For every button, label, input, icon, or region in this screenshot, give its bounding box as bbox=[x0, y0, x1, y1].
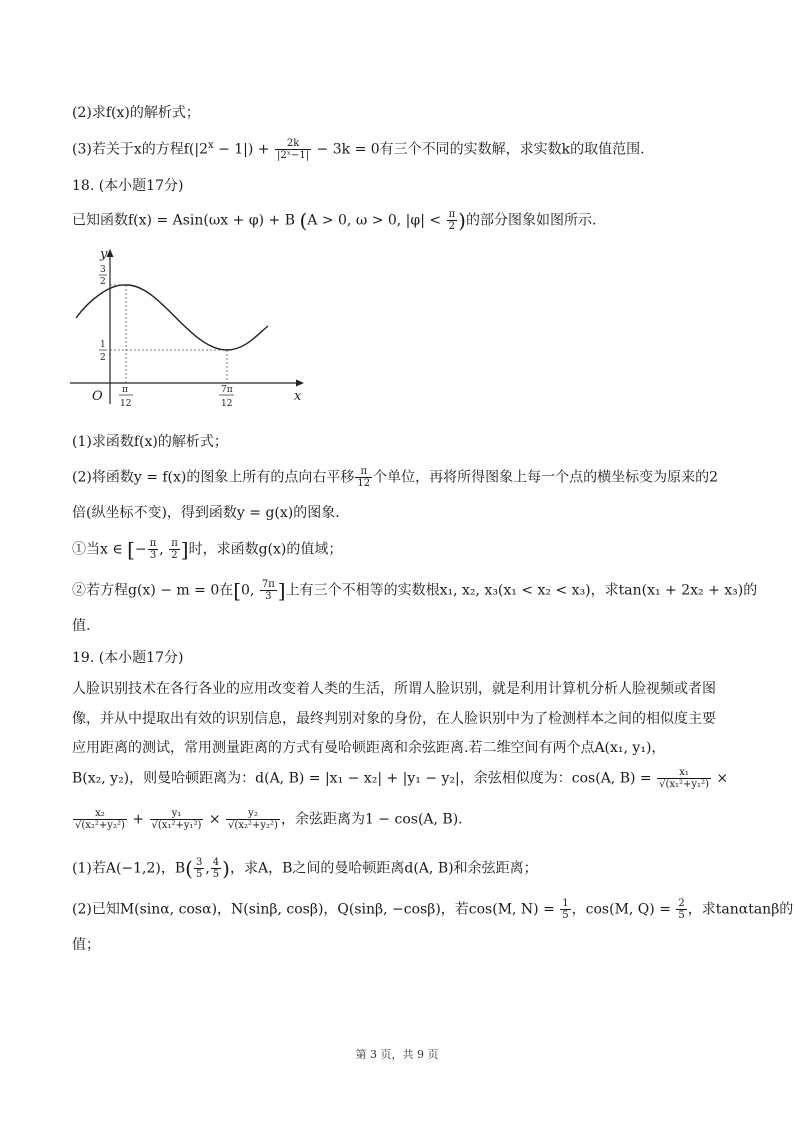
x-tick-2-num: 7π bbox=[221, 385, 233, 395]
x-axis-arrow bbox=[296, 380, 304, 387]
text-span: 时，求函数g(x)的值域； bbox=[188, 541, 343, 558]
fraction: $\frac{\text{x₁}}{\text{√(x₁²+y₁²)}}$ bbox=[659, 767, 709, 790]
text-span: , bbox=[205, 860, 210, 877]
origin-label: O bbox=[92, 389, 103, 404]
text-span: , bbox=[159, 541, 169, 558]
text-span: ，cos(M, Q) = bbox=[571, 901, 676, 918]
text-span: × bbox=[711, 770, 729, 787]
superscript: x bbox=[208, 140, 214, 151]
text-span: ，余弦距离为1 − cos(A, B). bbox=[280, 811, 463, 828]
q18-part2-sub2-cont: 值. bbox=[72, 618, 91, 634]
y-axis-arrow bbox=[107, 249, 114, 257]
text-span: (2)已知M(sinα, cosα)，N(sinβ, cosβ)，Q(sinβ, −cosβ)，若cos(M, N) = bbox=[72, 901, 560, 918]
y-tick-bottom-den: 2 bbox=[100, 353, 106, 363]
fraction: $\frac{2k}{\text{|2ˣ−1|}}$ bbox=[277, 138, 310, 162]
q18-part2-sub2: ②若方程g(x) − m = 0在[0, $\frac{7\pi}{3}$ ]上有三个不相等的实数根x₁, x₂, x₃(x₁ < x₂ < x₃)，求tan(x₁ + 2x₂ + x₃)的 bbox=[72, 578, 758, 603]
text-span: 的部分图象如图所示. bbox=[465, 212, 597, 229]
text-span: 个单位，再将所得图象上每一个点的横坐标变为原来的2 bbox=[373, 469, 719, 486]
fraction: $\frac{\text{y₁}}{\text{√(x₁²+y₁²)}}$ bbox=[151, 808, 202, 831]
question-19-header: 19. (本小题17分) bbox=[72, 650, 184, 666]
q19-part2-cont: 值； bbox=[72, 937, 100, 953]
text-span: − 3k = 0有三个不同的实数解，求实数k的取值范围. bbox=[312, 141, 645, 158]
q19-paragraph-line4 bbox=[72, 767, 728, 790]
y-axis-label: y bbox=[100, 247, 108, 262]
q19-paragraph-line2: 像，并从中提取出有效的识别信息，最终判别对象的身份，在人脸识别中为了检测样本之间的相似度主要 bbox=[72, 711, 716, 727]
fraction: $\frac{\pi}{2}$ bbox=[448, 209, 456, 232]
q19-paragraph-line1: 人脸识别技术在各行各业的应用改变着人类的生活，所谓人脸识别，就是利用计算机分析人脸视频或者图 bbox=[72, 681, 716, 697]
fraction: $\frac{2}{5}$ bbox=[678, 898, 685, 921]
text-span: ①当x ∈ bbox=[72, 541, 128, 558]
fraction: $\frac{\pi}{2}$ bbox=[171, 538, 178, 561]
y-tick-top-num: 3 bbox=[100, 265, 106, 275]
fraction: $\frac{7\pi}{3}$ bbox=[261, 579, 275, 602]
text-span: ②若方程g(x) − m = 0在 bbox=[72, 582, 234, 599]
text-span: − bbox=[134, 541, 147, 558]
x-tick-1-den: 12 bbox=[120, 399, 132, 409]
q19-part2 bbox=[72, 898, 793, 921]
q18-part2-sub1: ①当x ∈ [− $\frac{\pi}{3}$ , $\frac{\pi}{2}$ ]时，求函数g(x)的值域； bbox=[72, 537, 343, 562]
text-span: 0, bbox=[241, 582, 259, 599]
q18-part2 bbox=[72, 466, 718, 489]
text-span: A > 0, ω > 0, |φ| < bbox=[307, 212, 446, 229]
q17-part2: (2)求f(x)的解析式； bbox=[72, 105, 200, 121]
page-footer: 第 3 页，共 9 页 bbox=[355, 1048, 439, 1061]
question-18-header: 18. (本小题17分) bbox=[72, 178, 184, 194]
function-graph bbox=[60, 244, 320, 419]
text-span: (2)将函数y = f(x)的图象上所有的点向右平移 bbox=[72, 469, 355, 486]
text-span: (1)若A(−1,2)，B bbox=[72, 860, 186, 877]
q18-part1: (1)求函数f(x)的解析式； bbox=[72, 434, 228, 450]
fraction: $\frac{\text{y₂}}{\text{√(x₂²+y₂²)}}$ bbox=[228, 808, 278, 831]
text-span: × bbox=[204, 811, 226, 828]
text-span: 上有三个不相等的实数根x₁, x₂, x₃(x₁ < x₂ < x₃)，求tan(x₁ + 2x₂ + x₃)的 bbox=[285, 582, 758, 599]
text-span: (3)若关于x的方程f(|2 bbox=[72, 141, 208, 158]
q19-paragraph-line5 bbox=[72, 808, 463, 831]
text-span: − 1|) + bbox=[213, 141, 274, 158]
fraction: $\frac{4}{5}$ bbox=[212, 857, 220, 880]
y-tick-bottom-num: 1 bbox=[100, 340, 106, 350]
text-span: ，求tanαtanβ的 bbox=[687, 901, 794, 918]
y-tick-top-den: 2 bbox=[100, 277, 106, 287]
fraction: $\frac{\pi}{3}$ bbox=[149, 538, 157, 561]
q19-paragraph-line3: 应用距离的测试，常用测量距离的方式有曼哈顿距离和余弦距离.若二维空间有两个点A(x₁, y₁)， bbox=[72, 740, 666, 756]
fraction: $\frac{3}{5}$ bbox=[195, 857, 203, 880]
fraction: $\frac{\text{x₂}}{\text{√(x₂²+y₂²)}}$ bbox=[75, 808, 125, 831]
text-span: B(x₂, y₂)，则曼哈顿距离为：d(A, B) = |x₁ − x₂| + |y₁ − y₂|，余弦相似度为：cos(A, B) = bbox=[72, 770, 657, 787]
q17-part3 bbox=[72, 136, 645, 161]
fraction: $\frac{\pi}{12}$ bbox=[357, 466, 371, 489]
x-tick-1-num: π bbox=[122, 385, 128, 395]
x-tick-2-den: 12 bbox=[221, 399, 233, 409]
q19-part1: (1)若A(−1,2)，B( $\frac{3}{5}$ , $\frac{4}{5}$ )，求A，B之间的曼哈顿距离d(A, B)和余弦距离； bbox=[72, 856, 538, 881]
q18-statement: 已知函数f(x) = Asin(ωx + φ) + B (A > 0, ω > 0, |φ| < $\frac{\pi}{2}$ )的部分图象如图所示. bbox=[72, 208, 597, 233]
q18-part2-cont: 倍(纵坐标不变)，得到函数y = g(x)的图象. bbox=[72, 505, 340, 521]
fraction: $\frac{1}{5}$ bbox=[562, 898, 569, 921]
text-span: 已知函数f(x) = Asin(ωx + φ) + B bbox=[72, 212, 300, 229]
text-span: + bbox=[127, 811, 149, 828]
x-axis-label: x bbox=[294, 389, 302, 404]
text-span: ，求A，B之间的曼哈顿距离d(A, B)和余弦距离； bbox=[229, 860, 538, 877]
